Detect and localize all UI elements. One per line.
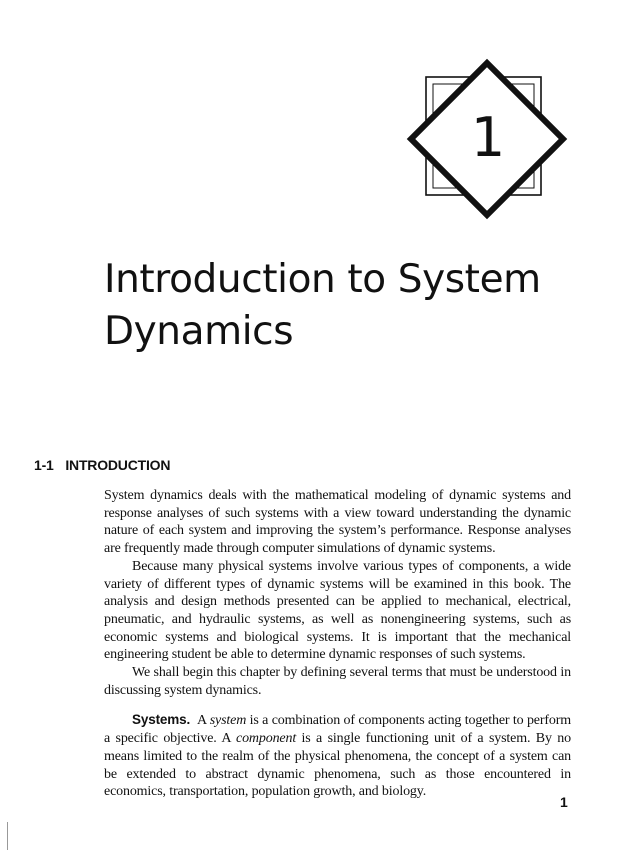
paragraph: System dynamics deals with the mathematical modeling of dynamic systems and response analyses of such systems with a view toward understanding the dynamic nature of each system and improving the system’s performance. Response analyses are frequently made through computer simulations of dynamic systems. bbox=[104, 488, 571, 557]
term-component: component bbox=[236, 731, 297, 747]
diamond-frame-icon bbox=[403, 55, 571, 223]
text-run: A bbox=[197, 713, 207, 729]
chapter-number-emblem bbox=[403, 55, 571, 223]
text-run: is a combination of components acting together to perform a specific objective. A bbox=[104, 713, 571, 747]
chapter-title-line-2: Dynamics bbox=[104, 309, 294, 354]
body-text bbox=[104, 487, 571, 801]
run-in-heading: Systems. bbox=[132, 712, 191, 728]
page-number: 1 bbox=[560, 794, 568, 810]
text-run: is a single functioning unit of a system. By no means limited to the realm of the physical phenomena, the concept of a system can be extended to abstract dynamic phenomena, such as those encountered in economics, transportation, population growth, and biology. bbox=[104, 731, 571, 800]
chapter-title-line-1: Introduction to System bbox=[104, 257, 541, 302]
chapter-title bbox=[104, 254, 604, 358]
section-number: 1-1 bbox=[34, 457, 54, 473]
paragraph: Because many physical systems involve various types of components, a wide variety of different types of dynamic systems will be examined in this book. The analysis and design methods presented can be applied to mechanical, electrical, pneumatic, and hydraulic systems, as well as nonengineering systems, such as economic systems and biological systems. It is important that the mechanical engineering student be able to determine dynamic responses of such systems. bbox=[104, 558, 571, 663]
scan-edge-mark bbox=[7, 822, 8, 850]
term-system: system bbox=[209, 713, 247, 729]
section-title: INTRODUCTION bbox=[65, 457, 171, 473]
section-heading bbox=[34, 457, 170, 473]
chapter-number: 1 bbox=[470, 106, 506, 169]
systems-paragraph bbox=[104, 711, 571, 801]
paragraph: We shall begin this chapter by defining several terms that must be understood in discussing system dynamics. bbox=[104, 665, 571, 698]
